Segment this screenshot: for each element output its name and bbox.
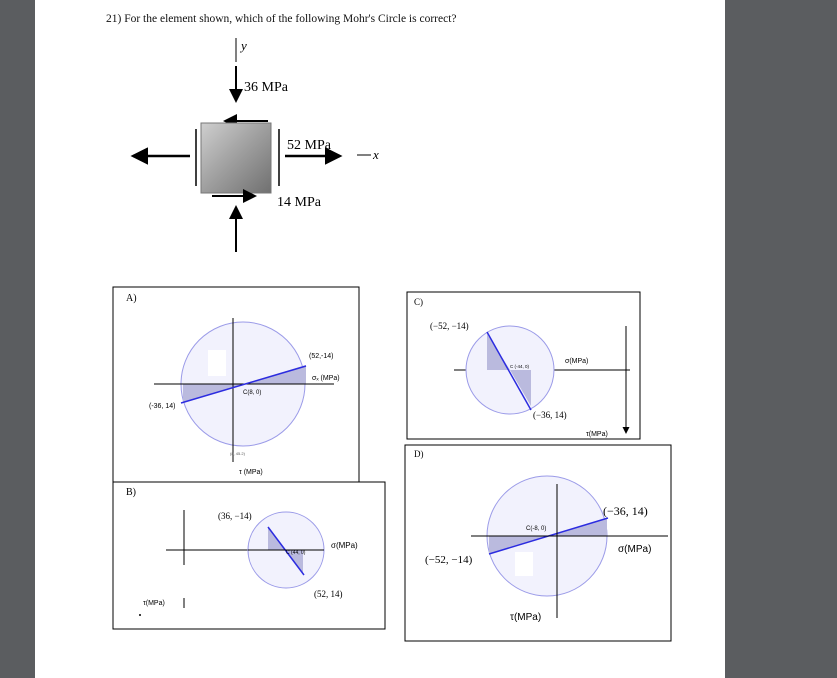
- x-axis-label: x: [373, 147, 379, 162]
- option-c-panel[interactable]: [407, 292, 640, 439]
- stress-element: [133, 38, 379, 252]
- y-axis-label: y: [241, 38, 247, 53]
- option-a-point-right: (52,-14): [309, 353, 334, 360]
- option-b-center: C (44, 0): [286, 550, 306, 556]
- option-a-tau-axis: τ (MPa): [239, 469, 263, 476]
- option-a-small-mark: (8, 45.2): [230, 451, 245, 456]
- option-b-tau-axis: τ(MPa): [143, 600, 165, 607]
- option-c-tau-axis: τ(MPa): [586, 431, 608, 438]
- option-a-center: C(8, 0): [243, 390, 262, 396]
- option-a-label: A): [126, 293, 137, 304]
- option-d-center: C(-8, 0): [526, 526, 547, 532]
- option-d-point-right: (−36, 14): [603, 504, 648, 518]
- option-b-point-bottom: (52, 14): [314, 589, 343, 599]
- option-b-panel[interactable]: [113, 482, 385, 629]
- option-d-tau-axis: τ(MPa): [510, 612, 542, 623]
- option-c-center: C (-44, 0): [510, 364, 530, 369]
- option-b-sigma-axis: σ(MPa): [331, 541, 358, 550]
- option-c-label: C): [414, 297, 423, 307]
- question-text: 21) For the element shown, which of the following Mohr's Circle is correct?: [106, 13, 457, 25]
- stress-square: [201, 123, 271, 193]
- option-b-point-top: (36, −14): [218, 511, 252, 521]
- option-c-point-bottom: (−36, 14): [533, 410, 567, 420]
- option-b-label: B): [126, 487, 136, 498]
- option-a-point-left: (-36, 14): [149, 403, 176, 410]
- right-stress-label: 52 MPa: [287, 138, 331, 153]
- option-d-sigma-axis: σ(MPa): [618, 544, 652, 555]
- top-stress-label: 36 MPa: [244, 80, 288, 95]
- bottom-stress-label: 14 MPa: [277, 195, 321, 210]
- option-c-point-top: (−52, −14): [430, 321, 469, 331]
- option-d-point-left: (−52, −14): [425, 554, 473, 566]
- option-c-sigma-axis: σ(MPa): [565, 358, 589, 365]
- option-d-label: D): [414, 449, 424, 459]
- option-d-panel[interactable]: [405, 445, 671, 641]
- option-a-panel[interactable]: [113, 287, 359, 482]
- option-a-sigma-axis: σₓ (MPa): [312, 375, 340, 382]
